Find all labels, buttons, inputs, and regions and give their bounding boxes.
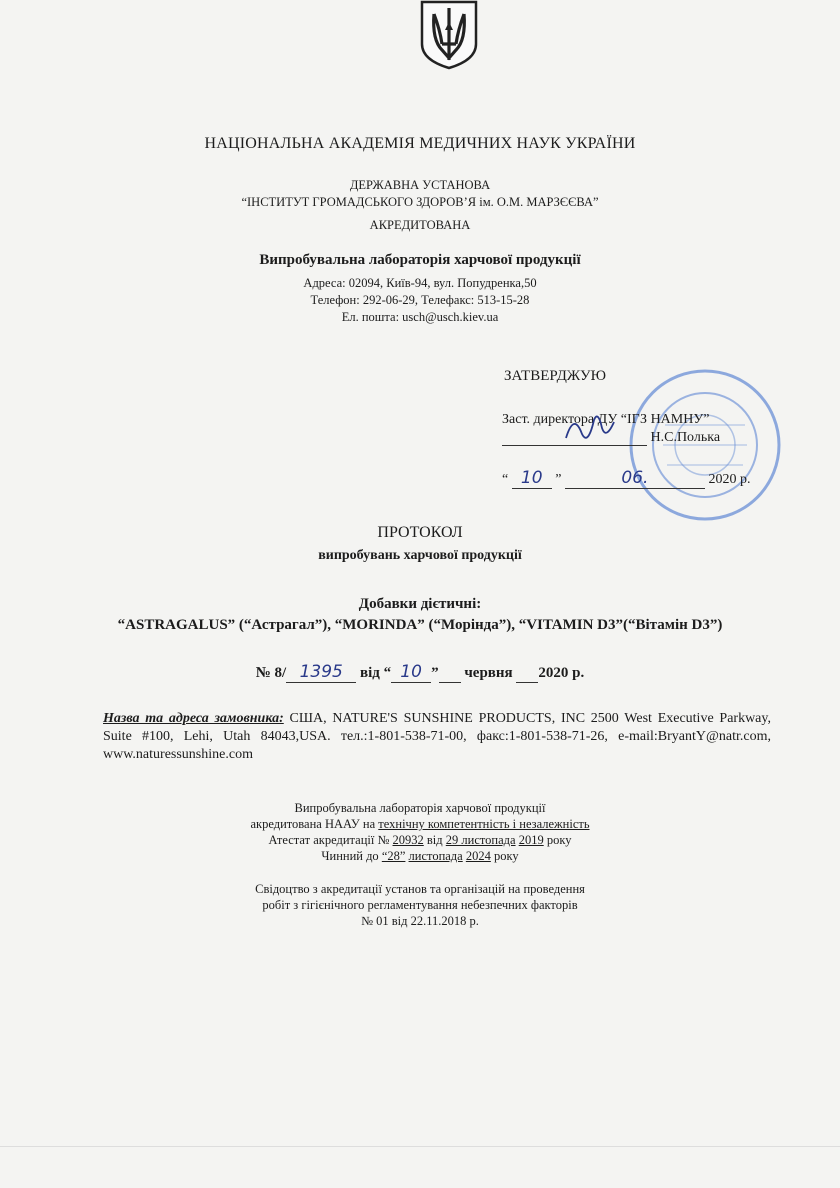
customer-block [103, 710, 771, 764]
protocol-title: ПРОТОКОЛ [377, 524, 463, 541]
approval-date [502, 468, 750, 489]
protocol-number-prefix: № 8/ [255, 665, 287, 681]
protocol-number-line [0, 662, 840, 683]
blank-line [439, 665, 461, 683]
accr-from: від [423, 833, 446, 847]
quote-close: ” [555, 472, 562, 487]
protocol-subtitle: випробувань харчової продукції [318, 548, 522, 563]
cert-year: 2019 [518, 833, 544, 847]
protocol-year: 2020 р. [538, 665, 585, 681]
accr-competence: технічну компетентність і незалежність [378, 817, 590, 831]
accr-line4-prefix: Чинний до [321, 849, 382, 863]
accr-line2-prefix: акредитована НААУ на [250, 817, 379, 831]
supplements-list: “ASTRAGALUS” (“Астрагал”), “MORINDA” (“Моріндa”), “VITAMIN D3”(“Вітамін D3”) [117, 617, 723, 633]
protocol-month: червня [464, 665, 513, 681]
customer-label: Назва та адреса замовника: [103, 711, 284, 726]
protocol-number: 1395 [286, 662, 356, 683]
approval-month: 06. [565, 468, 705, 489]
certificate-block [0, 881, 840, 929]
valid-month: листопада [408, 849, 463, 863]
cert-line3: № 01 від 22.11.2018 р. [361, 914, 479, 928]
approval-position: Заст. директора ДУ “ІГЗ НАМНУ” [502, 412, 710, 427]
blank-line-2 [516, 665, 538, 683]
accredited-label: АКРЕДИТОВАНА [369, 218, 471, 232]
accreditation-block [0, 800, 840, 864]
supplements-label: Добавки дієтичні: [358, 596, 482, 612]
approval-day: 10 [512, 468, 552, 489]
lab-email: Ел. пошта: usch@usch.kiev.ua [341, 310, 499, 324]
valid-year: 2024 [465, 849, 491, 863]
trident-emblem-icon [420, 0, 478, 70]
approval-signer: Н.С.Полька [650, 430, 721, 445]
approval-year: 2020 р. [708, 472, 751, 487]
accr-line2 [0, 816, 840, 832]
accr-line4-suffix: року [490, 849, 519, 863]
quote-open: “ [502, 472, 509, 487]
protocol-day: 10 [391, 662, 431, 683]
academy-name: НАЦІОНАЛЬНА АКАДЕМІЯ МЕДИЧНИХ НАУК УКРАЇНИ [204, 135, 636, 152]
protocol-from-label: від “ [359, 665, 392, 681]
customer-text: США, NATURE'S SUNSHINE PRODUCTS, INC 2500 West Executive Parkway, Suite #100, Lehi, Utah 84043,USA. тел.:1-801-538-71-00, факс:1-801-538-71-26, e-mail:BryantY@natr.com, www.naturessunshine.com [103, 711, 771, 762]
quote-close-2: ” [431, 665, 439, 681]
accr-line3 [0, 832, 840, 848]
approval-title: ЗАТВЕРДЖУЮ [504, 368, 607, 384]
institution-type: ДЕРЖАВНА УСТАНОВА [349, 178, 491, 192]
valid-day: “28” [381, 849, 406, 863]
lab-name: Випробувальна лабораторія харчової продукції [259, 252, 581, 268]
lab-address: Адреса: 02094, Київ-94, вул. Попудренка,50 [303, 276, 537, 290]
lab-phone: Телефон: 292-06-29, Телефакс: 513-15-28 [310, 293, 530, 307]
signature-icon [560, 408, 620, 448]
accr-line3-prefix: Атестат акредитації № [268, 833, 393, 847]
certificate-number: 20932 [392, 833, 424, 847]
accr-line1: Випробувальна лабораторія харчової продукції [294, 801, 546, 815]
institution-name: “ІНСТИТУТ ГРОМАДСЬКОГО ЗДОРОВ’Я ім. О.М. МАРЗЄЄВА” [241, 195, 599, 209]
lab-contacts [0, 275, 840, 326]
cert-line1: Свідоцтво з акредитації установ та організацій на проведення [255, 882, 585, 896]
page-bottom-edge [0, 1146, 840, 1147]
accr-line3-suffix: року [543, 833, 572, 847]
accr-line4 [0, 848, 840, 864]
cert-day-month: 29 листопада [445, 833, 516, 847]
cert-line2: робіт з гігієнічного регламентування небезпечних факторів [262, 898, 578, 912]
